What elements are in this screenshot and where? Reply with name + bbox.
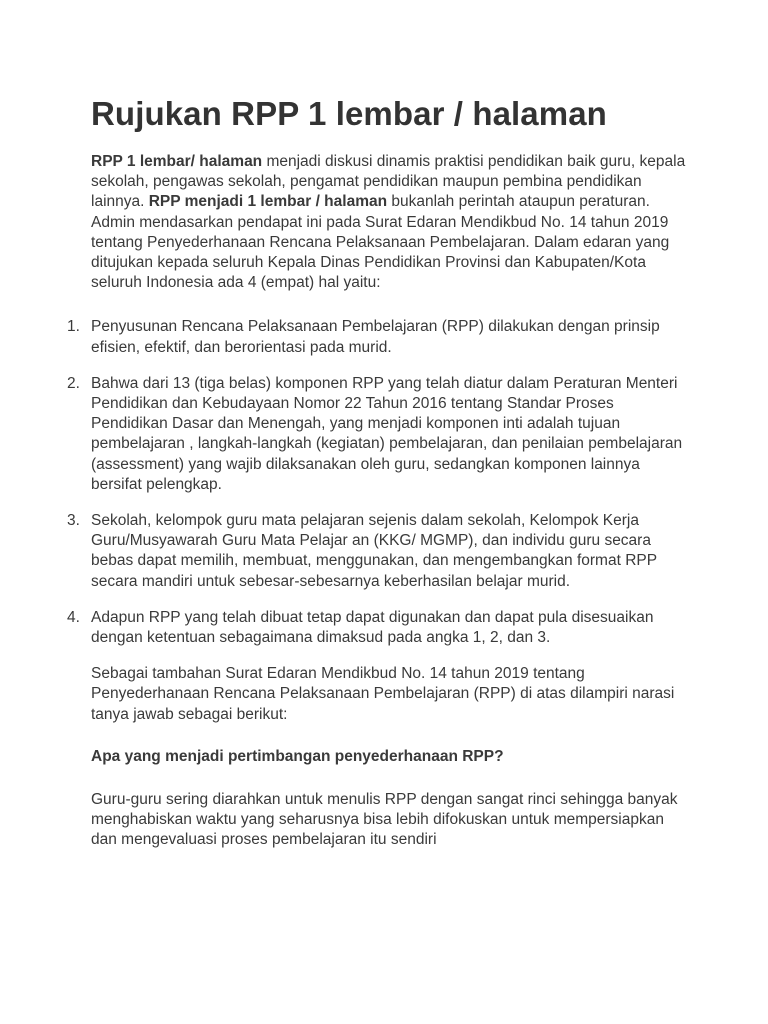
numbered-list: [67, 317, 687, 648]
list-item: [67, 511, 687, 592]
list-item: [67, 608, 687, 648]
list-item-text: Penyusunan Rencana Pelaksanaan Pembelajaran (RPP) dilakukan dengan prinsip efisien, efektif, dan berorientasi pada murid.: [91, 318, 660, 356]
intro-paragraph: [91, 152, 687, 293]
question-heading: Apa yang menjadi pertimbangan penyederhanaan RPP?: [91, 747, 504, 765]
list-item-number: 3.: [67, 512, 80, 530]
supplement-paragraph: Sebagai tambahan Surat Edaran Mendikbud No. 14 tahun 2019 tentang Penyederhanaan Rencana Pelaksanaan Pembelajaran (RPP) di atas dilampiri narasi tanya jawab sebagai berikut:: [91, 665, 675, 723]
list-item-number: 1.: [67, 318, 80, 336]
intro-bold-rpp-1-lembar: RPP 1 lembar/ halaman: [91, 153, 263, 170]
list-item-text: Adapun RPP yang telah dibuat tetap dapat digunakan dan dapat pula disesuaikan dengan ketentuan sebagaimana dimaksud pada angka 1, 2, dan 3.: [91, 608, 654, 647]
document-page: [67, 92, 687, 851]
intro-text-2: bukanlah perintah ataupun peraturan. Admin mendasarkan pendapat ini pada Surat Edaran Mendikbud No. 14 tahun 2019 tentang Penyederhanaan Rencana Pelaksanaan Pembelajaran. Dalam edaran yang ditujukan kepada seluruh Kepala Dinas Pendidikan Provinsi dan Kabupaten/Kota seluruh Indonesia ada 4 (empat) hal yaitu:: [91, 193, 670, 292]
list-item-number: 4.: [67, 608, 80, 626]
list-item: [67, 374, 687, 495]
intro-bold-rpp-menjadi: RPP menjadi 1 lembar / halaman: [148, 193, 388, 211]
answer-paragraph: Guru-guru sering diarahkan untuk menulis RPP dengan sangat rinci sehingga banyak menghabiskan waktu yang seharusnya bisa lebih difokuskan untuk mempersiapkan dan mengevaluasi proses pembelajaran itu sendiri: [91, 791, 678, 849]
list-item-number: 2.: [67, 374, 80, 392]
list-item: [67, 317, 687, 357]
list-item-text: Bahwa dari 13 (tiga belas) komponen RPP yang telah diatur dalam Peraturan Menteri Pendidikan dan Kebudayaan Nomor 22 Tahun 2016 tentang Standar Proses Pendidikan Dasar dan Menengah, yang menjadi komponen inti adalah tujuan pembelajaran , langkah-langkah (kegiatan) pembelajaran, dan penilaian pembelajaran (assessment) yang wajib dilaksanakan oleh guru, sedangkan komponen lainnya bersifat pelengkap.: [91, 374, 683, 493]
list-item-text: Sekolah, kelompok guru mata pelajaran sejenis dalam sekolah, Kelompok Kerja Guru/Musyawarah Guru Mata Pelajar an (KKG/ MGMP), dan individu guru secara bebas dapat memilih, membuat, menggunakan, dan mengembangkan format RPP secara mandiri untuk sebesar-sebesarnya keberhasilan belajar murid.: [91, 512, 657, 590]
intro-text-1: menjadi diskusi dinamis praktisi pendidikan baik guru, kepala sekolah, pengawas sekolah, pengamat pendidikan maupun pembina pendidikan lainnya.: [91, 153, 686, 211]
document-title: Rujukan RPP 1 lembar / halaman: [91, 95, 607, 132]
